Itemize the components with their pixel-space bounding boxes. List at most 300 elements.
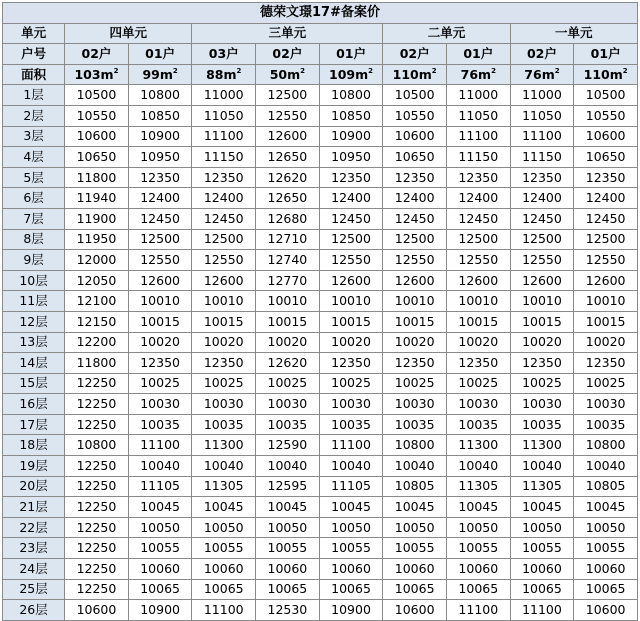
- table-row: [3, 188, 638, 209]
- table-row: [3, 250, 638, 271]
- price-cell: 11940: [65, 188, 129, 209]
- price-cell: 12350: [446, 167, 510, 188]
- price-cell: 12350: [446, 353, 510, 374]
- area-value: 110: [392, 66, 419, 82]
- price-cell: 10065: [383, 579, 447, 600]
- price-cell: 12740: [256, 250, 320, 271]
- price-cell: 10040: [256, 456, 320, 477]
- price-cell: 11100: [192, 126, 256, 147]
- area-header: [383, 64, 447, 85]
- floor-label: 23层: [3, 538, 65, 559]
- price-cell: 12250: [65, 414, 129, 435]
- price-cell: 10065: [319, 579, 383, 600]
- price-cell: 12250: [65, 476, 129, 497]
- room-header: 01户: [128, 44, 192, 65]
- area-value: 76: [460, 66, 479, 82]
- floor-label: 8层: [3, 229, 65, 250]
- table-row: [3, 497, 638, 518]
- price-cell: 11105: [319, 476, 383, 497]
- room-label: 户号: [3, 44, 65, 65]
- price-table: [2, 2, 638, 621]
- price-cell: 12400: [574, 188, 638, 209]
- price-cell: 10030: [128, 394, 192, 415]
- price-cell: 12350: [574, 353, 638, 374]
- area-header: [574, 64, 638, 85]
- floor-label: 9层: [3, 250, 65, 271]
- floor-label: 15层: [3, 373, 65, 394]
- price-cell: 12450: [446, 208, 510, 229]
- price-cell: 10055: [319, 538, 383, 559]
- price-cell: 11300: [510, 435, 574, 456]
- price-cell: 10010: [383, 291, 447, 312]
- price-cell: 10055: [128, 538, 192, 559]
- price-cell: 12550: [446, 250, 510, 271]
- price-cell: 10015: [574, 311, 638, 332]
- floor-label: 6层: [3, 188, 65, 209]
- floor-label: 22层: [3, 517, 65, 538]
- price-cell: 11800: [65, 167, 129, 188]
- table-row: [3, 538, 638, 559]
- price-cell: 10050: [256, 517, 320, 538]
- price-cell: 11150: [192, 147, 256, 168]
- table-row: [3, 167, 638, 188]
- price-cell: 12500: [192, 229, 256, 250]
- price-cell: 12550: [383, 250, 447, 271]
- price-cell: 10045: [383, 497, 447, 518]
- price-cell: 10050: [128, 517, 192, 538]
- table-row: [3, 373, 638, 394]
- price-cell: 12250: [65, 497, 129, 518]
- price-cell: 10900: [319, 126, 383, 147]
- area-value: 76: [524, 66, 542, 82]
- price-cell: 12500: [510, 229, 574, 250]
- area-value: 50: [269, 66, 288, 82]
- price-cell: 10055: [256, 538, 320, 559]
- price-cell: 10010: [510, 291, 574, 312]
- price-cell: 12620: [256, 167, 320, 188]
- price-cell: 11100: [192, 600, 256, 621]
- price-cell: 11000: [192, 85, 256, 106]
- unit-header: 三单元: [192, 23, 383, 44]
- room-header: 01户: [319, 44, 383, 65]
- unit-label: 单元: [3, 23, 65, 44]
- room-header: 02户: [65, 44, 129, 65]
- price-cell: 10010: [256, 291, 320, 312]
- price-cell: 10050: [319, 517, 383, 538]
- price-cell: 10025: [319, 373, 383, 394]
- floor-label: 2层: [3, 105, 65, 126]
- price-cell: 12600: [256, 126, 320, 147]
- price-cell: 10600: [65, 600, 129, 621]
- price-cell: 10045: [256, 497, 320, 518]
- price-cell: 10025: [256, 373, 320, 394]
- price-cell: 10650: [65, 147, 129, 168]
- floor-label: 25层: [3, 579, 65, 600]
- table-row: [3, 126, 638, 147]
- floor-label: 14层: [3, 353, 65, 374]
- price-cell: 10900: [128, 126, 192, 147]
- price-cell: 10500: [383, 85, 447, 106]
- price-cell: 12680: [256, 208, 320, 229]
- area-value: 88: [206, 66, 224, 82]
- table-row: [3, 353, 638, 374]
- price-cell: 12350: [510, 167, 574, 188]
- price-cell: 10805: [383, 476, 447, 497]
- price-cell: 12550: [128, 250, 192, 271]
- price-cell: 10060: [574, 559, 638, 580]
- price-cell: 10030: [192, 394, 256, 415]
- floor-label: 16层: [3, 394, 65, 415]
- price-cell: 10065: [510, 579, 574, 600]
- price-cell: 12250: [65, 373, 129, 394]
- table-row: [3, 270, 638, 291]
- area-value: 109: [329, 66, 356, 82]
- price-cell: 10650: [574, 147, 638, 168]
- price-cell: 10060: [446, 559, 510, 580]
- price-cell: 10065: [574, 579, 638, 600]
- price-cell: 10055: [383, 538, 447, 559]
- price-cell: 10950: [319, 147, 383, 168]
- price-cell: 12500: [446, 229, 510, 250]
- price-cell: 10030: [319, 394, 383, 415]
- price-cell: 12595: [256, 476, 320, 497]
- price-cell: 10020: [128, 332, 192, 353]
- price-cell: 12250: [65, 456, 129, 477]
- price-cell: 12450: [574, 208, 638, 229]
- price-cell: 10035: [510, 414, 574, 435]
- price-cell: 12350: [574, 167, 638, 188]
- price-rows: [3, 85, 638, 620]
- price-cell: 12650: [256, 188, 320, 209]
- price-cell: 12250: [65, 517, 129, 538]
- price-cell: 11305: [446, 476, 510, 497]
- table-title: 德荣文璟17#备案价: [3, 3, 638, 24]
- price-cell: 10015: [319, 311, 383, 332]
- price-cell: 12400: [383, 188, 447, 209]
- table-row: [3, 476, 638, 497]
- room-header: 02户: [383, 44, 447, 65]
- price-cell: 11050: [446, 105, 510, 126]
- price-cell: 10055: [446, 538, 510, 559]
- price-cell: 10045: [128, 497, 192, 518]
- floor-label: 24层: [3, 559, 65, 580]
- price-cell: 11100: [319, 435, 383, 456]
- price-cell: 10025: [446, 373, 510, 394]
- price-cell: 10035: [192, 414, 256, 435]
- price-cell: 10015: [128, 311, 192, 332]
- price-cell: 11900: [65, 208, 129, 229]
- price-cell: 12350: [128, 353, 192, 374]
- price-cell: 12400: [192, 188, 256, 209]
- area-unit: m: [355, 66, 369, 82]
- floor-label: 26层: [3, 600, 65, 621]
- table-row: [3, 600, 638, 621]
- price-cell: 10030: [256, 394, 320, 415]
- price-cell: 10020: [192, 332, 256, 353]
- price-cell: 12600: [319, 270, 383, 291]
- room-header: 03户: [192, 44, 256, 65]
- table-row: [3, 332, 638, 353]
- price-cell: 10045: [192, 497, 256, 518]
- price-cell: 10800: [319, 85, 383, 106]
- price-cell: 10065: [128, 579, 192, 600]
- price-cell: 12400: [128, 188, 192, 209]
- price-cell: 12400: [319, 188, 383, 209]
- price-cell: 10020: [574, 332, 638, 353]
- price-cell: 12600: [128, 270, 192, 291]
- price-cell: 11000: [446, 85, 510, 106]
- price-cell: 12100: [65, 291, 129, 312]
- price-cell: 12550: [574, 250, 638, 271]
- floor-label: 12层: [3, 311, 65, 332]
- price-cell: 12710: [256, 229, 320, 250]
- price-cell: 10040: [128, 456, 192, 477]
- price-cell: 10060: [510, 559, 574, 580]
- floor-label: 1层: [3, 85, 65, 106]
- area-header: [510, 64, 574, 85]
- area-value: 110: [583, 66, 610, 82]
- price-cell: 12550: [510, 250, 574, 271]
- area-unit-superscript: 2: [236, 66, 242, 75]
- price-cell: 10015: [256, 311, 320, 332]
- price-cell: 10050: [446, 517, 510, 538]
- price-cell: 12600: [446, 270, 510, 291]
- area-unit-superscript: 2: [368, 66, 374, 75]
- price-cell: 12620: [256, 353, 320, 374]
- room-header: 01户: [574, 44, 638, 65]
- price-cell: 12000: [65, 250, 129, 271]
- price-cell: 11305: [192, 476, 256, 497]
- price-cell: 12350: [128, 167, 192, 188]
- price-cell: 10050: [192, 517, 256, 538]
- price-cell: 11100: [446, 126, 510, 147]
- price-cell: 12600: [383, 270, 447, 291]
- floor-label: 4层: [3, 147, 65, 168]
- price-cell: 10060: [383, 559, 447, 580]
- price-cell: 12450: [319, 208, 383, 229]
- price-cell: 10850: [128, 105, 192, 126]
- price-cell: 10550: [65, 105, 129, 126]
- price-cell: 10025: [574, 373, 638, 394]
- price-cell: 10050: [510, 517, 574, 538]
- price-cell: 10065: [256, 579, 320, 600]
- area-unit: m: [159, 66, 173, 82]
- area-header: [319, 64, 383, 85]
- price-cell: 12590: [256, 435, 320, 456]
- price-cell: 10600: [574, 600, 638, 621]
- price-cell: 12600: [574, 270, 638, 291]
- price-cell: 12600: [192, 270, 256, 291]
- table-row: [3, 559, 638, 580]
- price-cell: 10035: [574, 414, 638, 435]
- price-cell: 12350: [383, 353, 447, 374]
- price-cell: 11150: [446, 147, 510, 168]
- price-cell: 10950: [128, 147, 192, 168]
- price-cell: 11150: [510, 147, 574, 168]
- price-cell: 12250: [65, 394, 129, 415]
- price-cell: 10900: [128, 600, 192, 621]
- price-cell: 10035: [256, 414, 320, 435]
- price-cell: 12250: [65, 559, 129, 580]
- price-cell: 11105: [128, 476, 192, 497]
- price-cell: 12550: [256, 105, 320, 126]
- area-header: [192, 64, 256, 85]
- price-cell: 10045: [510, 497, 574, 518]
- price-cell: 10010: [128, 291, 192, 312]
- area-label: 面积: [3, 64, 65, 85]
- price-cell: 10025: [510, 373, 574, 394]
- floor-label: 20层: [3, 476, 65, 497]
- price-cell: 12500: [128, 229, 192, 250]
- price-cell: 10020: [446, 332, 510, 353]
- price-cell: 10035: [383, 414, 447, 435]
- price-cell: 12450: [192, 208, 256, 229]
- price-cell: 10500: [574, 85, 638, 106]
- price-cell: 12350: [192, 353, 256, 374]
- price-cell: 12400: [510, 188, 574, 209]
- area-unit: m: [418, 66, 432, 82]
- price-cell: 10025: [128, 373, 192, 394]
- room-row: [3, 44, 638, 65]
- price-cell: 10060: [128, 559, 192, 580]
- price-cell: 12250: [65, 579, 129, 600]
- floor-label: 7层: [3, 208, 65, 229]
- price-cell: 10550: [574, 105, 638, 126]
- price-cell: 10040: [574, 456, 638, 477]
- price-cell: 10060: [192, 559, 256, 580]
- room-header: 02户: [510, 44, 574, 65]
- price-cell: 11100: [446, 600, 510, 621]
- title-row: [3, 3, 638, 24]
- table-row: [3, 435, 638, 456]
- area-header: [446, 64, 510, 85]
- table-row: [3, 517, 638, 538]
- price-cell: 10060: [256, 559, 320, 580]
- price-cell: 10550: [383, 105, 447, 126]
- price-cell: 12450: [510, 208, 574, 229]
- price-cell: 12350: [192, 167, 256, 188]
- price-cell: 10025: [192, 373, 256, 394]
- price-cell: 10055: [510, 538, 574, 559]
- area-unit-superscript: 2: [622, 66, 628, 75]
- table-row: [3, 147, 638, 168]
- price-cell: 12450: [383, 208, 447, 229]
- price-cell: 10030: [383, 394, 447, 415]
- price-cell: 10030: [574, 394, 638, 415]
- price-cell: 10015: [192, 311, 256, 332]
- price-cell: 10045: [446, 497, 510, 518]
- price-cell: 12600: [510, 270, 574, 291]
- area-unit-superscript: 2: [113, 66, 119, 75]
- price-cell: 12350: [510, 353, 574, 374]
- price-cell: 10015: [510, 311, 574, 332]
- price-cell: 10010: [192, 291, 256, 312]
- price-cell: 12500: [383, 229, 447, 250]
- area-unit: m: [609, 66, 623, 82]
- room-header: 02户: [256, 44, 320, 65]
- area-row: [3, 64, 638, 85]
- price-cell: 10010: [319, 291, 383, 312]
- floor-label: 3层: [3, 126, 65, 147]
- price-cell: 12770: [256, 270, 320, 291]
- table-row: [3, 456, 638, 477]
- unit-header: 一单元: [510, 23, 637, 44]
- unit-header: 二单元: [383, 23, 510, 44]
- price-cell: 12530: [256, 600, 320, 621]
- price-cell: 10805: [574, 476, 638, 497]
- table-row: [3, 208, 638, 229]
- price-cell: 10020: [510, 332, 574, 353]
- price-cell: 10800: [65, 435, 129, 456]
- price-cell: 10050: [574, 517, 638, 538]
- table-row: [3, 311, 638, 332]
- price-cell: 11305: [510, 476, 574, 497]
- price-cell: 10040: [446, 456, 510, 477]
- unit-row: [3, 23, 638, 44]
- price-cell: 10035: [128, 414, 192, 435]
- floor-label: 5层: [3, 167, 65, 188]
- price-cell: 11100: [510, 600, 574, 621]
- price-cell: 10045: [574, 497, 638, 518]
- price-cell: 10040: [319, 456, 383, 477]
- area-value: 103: [74, 66, 101, 82]
- price-cell: 10500: [65, 85, 129, 106]
- area-unit-superscript: 2: [172, 66, 178, 75]
- price-cell: 12150: [65, 311, 129, 332]
- price-cell: 10065: [192, 579, 256, 600]
- price-cell: 12450: [128, 208, 192, 229]
- price-cell: 10055: [192, 538, 256, 559]
- area-unit-superscript: 2: [431, 66, 437, 75]
- price-cell: 10850: [319, 105, 383, 126]
- price-cell: 12350: [383, 167, 447, 188]
- area-unit-superscript: 2: [554, 66, 560, 75]
- price-cell: 10650: [383, 147, 447, 168]
- floor-label: 17层: [3, 414, 65, 435]
- area-value: 99: [142, 66, 160, 82]
- price-cell: 10035: [446, 414, 510, 435]
- floor-label: 21层: [3, 497, 65, 518]
- unit-header: 四单元: [65, 23, 192, 44]
- price-cell: 10800: [128, 85, 192, 106]
- price-cell: 10900: [319, 600, 383, 621]
- price-cell: 10020: [256, 332, 320, 353]
- area-unit-superscript: 2: [300, 66, 306, 75]
- price-cell: 10800: [383, 435, 447, 456]
- price-cell: 10035: [319, 414, 383, 435]
- price-cell: 12500: [574, 229, 638, 250]
- table-row: [3, 291, 638, 312]
- price-cell: 12350: [319, 167, 383, 188]
- floor-label: 11层: [3, 291, 65, 312]
- price-cell: 12500: [319, 229, 383, 250]
- area-unit-superscript: 2: [491, 66, 496, 75]
- price-cell: 11950: [65, 229, 129, 250]
- floor-label: 19层: [3, 456, 65, 477]
- price-cell: 10040: [192, 456, 256, 477]
- price-cell: 12200: [65, 332, 129, 353]
- area-unit: m: [478, 66, 492, 82]
- price-cell: 10025: [383, 373, 447, 394]
- table-row: [3, 105, 638, 126]
- area-unit: m: [287, 66, 301, 82]
- price-cell: 10020: [383, 332, 447, 353]
- price-cell: 10600: [383, 600, 447, 621]
- area-unit: m: [223, 66, 237, 82]
- floor-label: 18层: [3, 435, 65, 456]
- price-cell: 11100: [128, 435, 192, 456]
- area-unit: m: [100, 66, 114, 82]
